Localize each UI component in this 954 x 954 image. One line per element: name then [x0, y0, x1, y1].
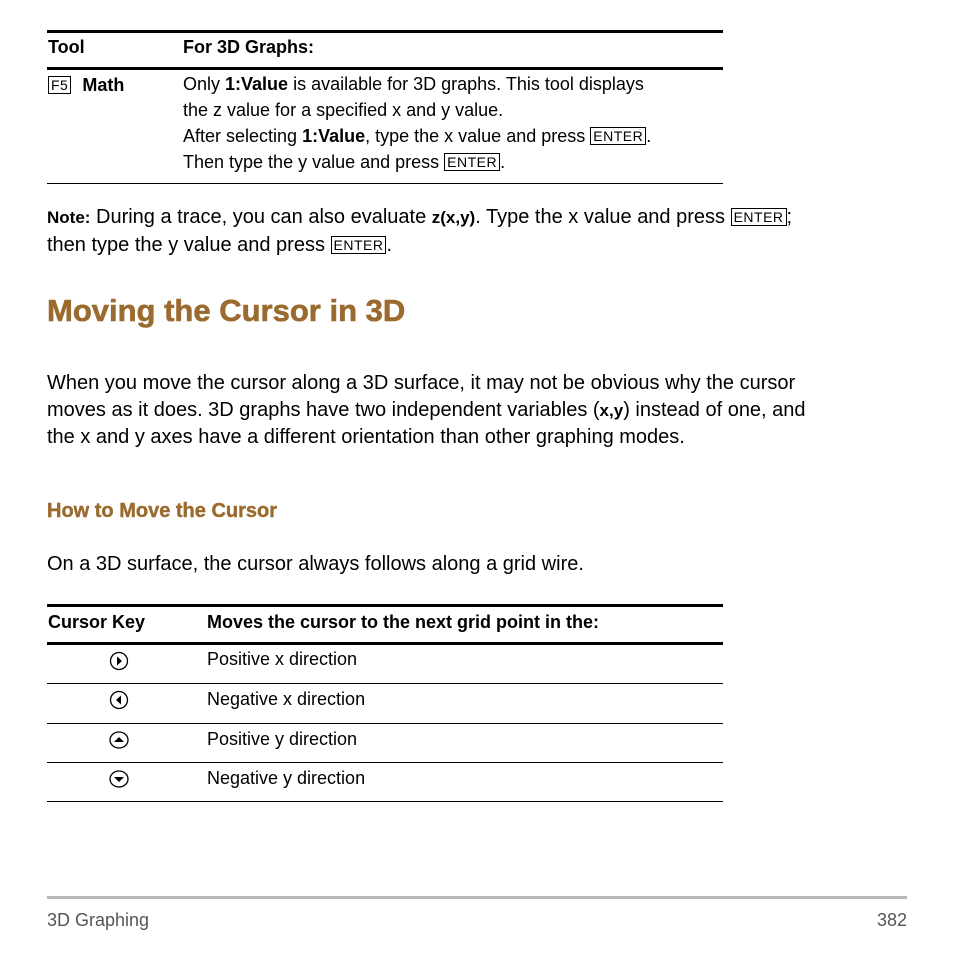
table-header-3d-graphs: For 3D Graphs: [183, 37, 315, 57]
page-number: 382 [876, 910, 907, 930]
table-bottom-rule [47, 183, 723, 184]
footer-section-title: 3D Graphing [47, 910, 150, 930]
text: After selecting [183, 126, 303, 146]
text: . [386, 233, 393, 256]
table-header-rule [47, 642, 723, 645]
table-row-text: Negative y direction [207, 768, 366, 788]
table-header-cursor-key: Cursor Key [48, 612, 146, 632]
table-header-rule [47, 67, 723, 70]
intro-line-1: When you move the cursor along a 3D surface, it may not be obvious why the cursor [47, 372, 796, 394]
intro-line-2 [47, 397, 907, 425]
intro-line-3: the x and y axes have a different orientation than other graphing modes. [47, 426, 685, 448]
note-line-2 [47, 232, 907, 259]
desc-line-3 [183, 123, 723, 149]
text: . Type the x value and press [475, 206, 731, 228]
text: Then type the y value and press [183, 152, 445, 172]
text: During a trace, you can also evaluate [90, 206, 432, 228]
down-arrow-key-icon [109, 769, 129, 789]
table-header-tool: Tool [48, 37, 85, 57]
text: . [500, 152, 506, 172]
right-arrow-key-icon [109, 651, 129, 671]
enter-key: ENTER [331, 236, 387, 254]
row-divider [47, 723, 723, 724]
tool-name: Math [82, 75, 125, 95]
table-header-moves: Moves the cursor to the next grid point in the: [207, 612, 600, 632]
note-paragraph [47, 204, 907, 258]
text: ) instead of one, and [623, 398, 806, 421]
desc-line-1 [183, 71, 723, 97]
text: ; [786, 206, 793, 228]
row-divider [47, 683, 723, 684]
value-option: 1:Value [302, 126, 366, 146]
text: is available for 3D graphs. This tool displays [288, 74, 644, 94]
enter-key: ENTER [731, 208, 787, 226]
text: Only [183, 74, 226, 94]
tool-description [183, 71, 723, 175]
text: then type the y value and press [47, 233, 331, 256]
function-name: z(x,y) [431, 208, 476, 227]
subsection-heading: How to Move the Cursor [47, 500, 278, 522]
table-top-rule [47, 604, 723, 607]
subsection-intro: On a 3D surface, the cursor always follows along a grid wire. [47, 553, 584, 575]
note-label: Note: [47, 208, 91, 227]
value-option: 1:Value [225, 74, 289, 94]
desc-line-4 [183, 149, 723, 175]
desc-line-2: the z value for a specified x and y value. [183, 100, 504, 120]
table-top-rule [47, 30, 723, 33]
section-heading: Moving the Cursor in 3D [47, 293, 406, 328]
up-arrow-key-icon [109, 730, 129, 750]
text: , type the x value and press [365, 126, 591, 146]
table-bottom-rule [47, 801, 723, 802]
enter-key: ENTER [444, 153, 500, 171]
tool-cell [48, 72, 124, 98]
variables: x,y [599, 400, 624, 420]
footer-rule [47, 896, 907, 899]
left-arrow-key-icon [109, 690, 129, 710]
note-line-1 [47, 204, 907, 232]
table-row-text: Positive x direction [207, 649, 358, 669]
f5-key: F5 [48, 76, 71, 94]
text: . [646, 126, 652, 146]
table-row-text: Negative x direction [207, 689, 366, 709]
enter-key: ENTER [590, 127, 646, 145]
text: moves as it does. 3D graphs have two independent variables ( [47, 398, 600, 421]
intro-paragraph [47, 370, 907, 451]
table-row-text: Positive y direction [207, 729, 358, 749]
row-divider [47, 762, 723, 763]
